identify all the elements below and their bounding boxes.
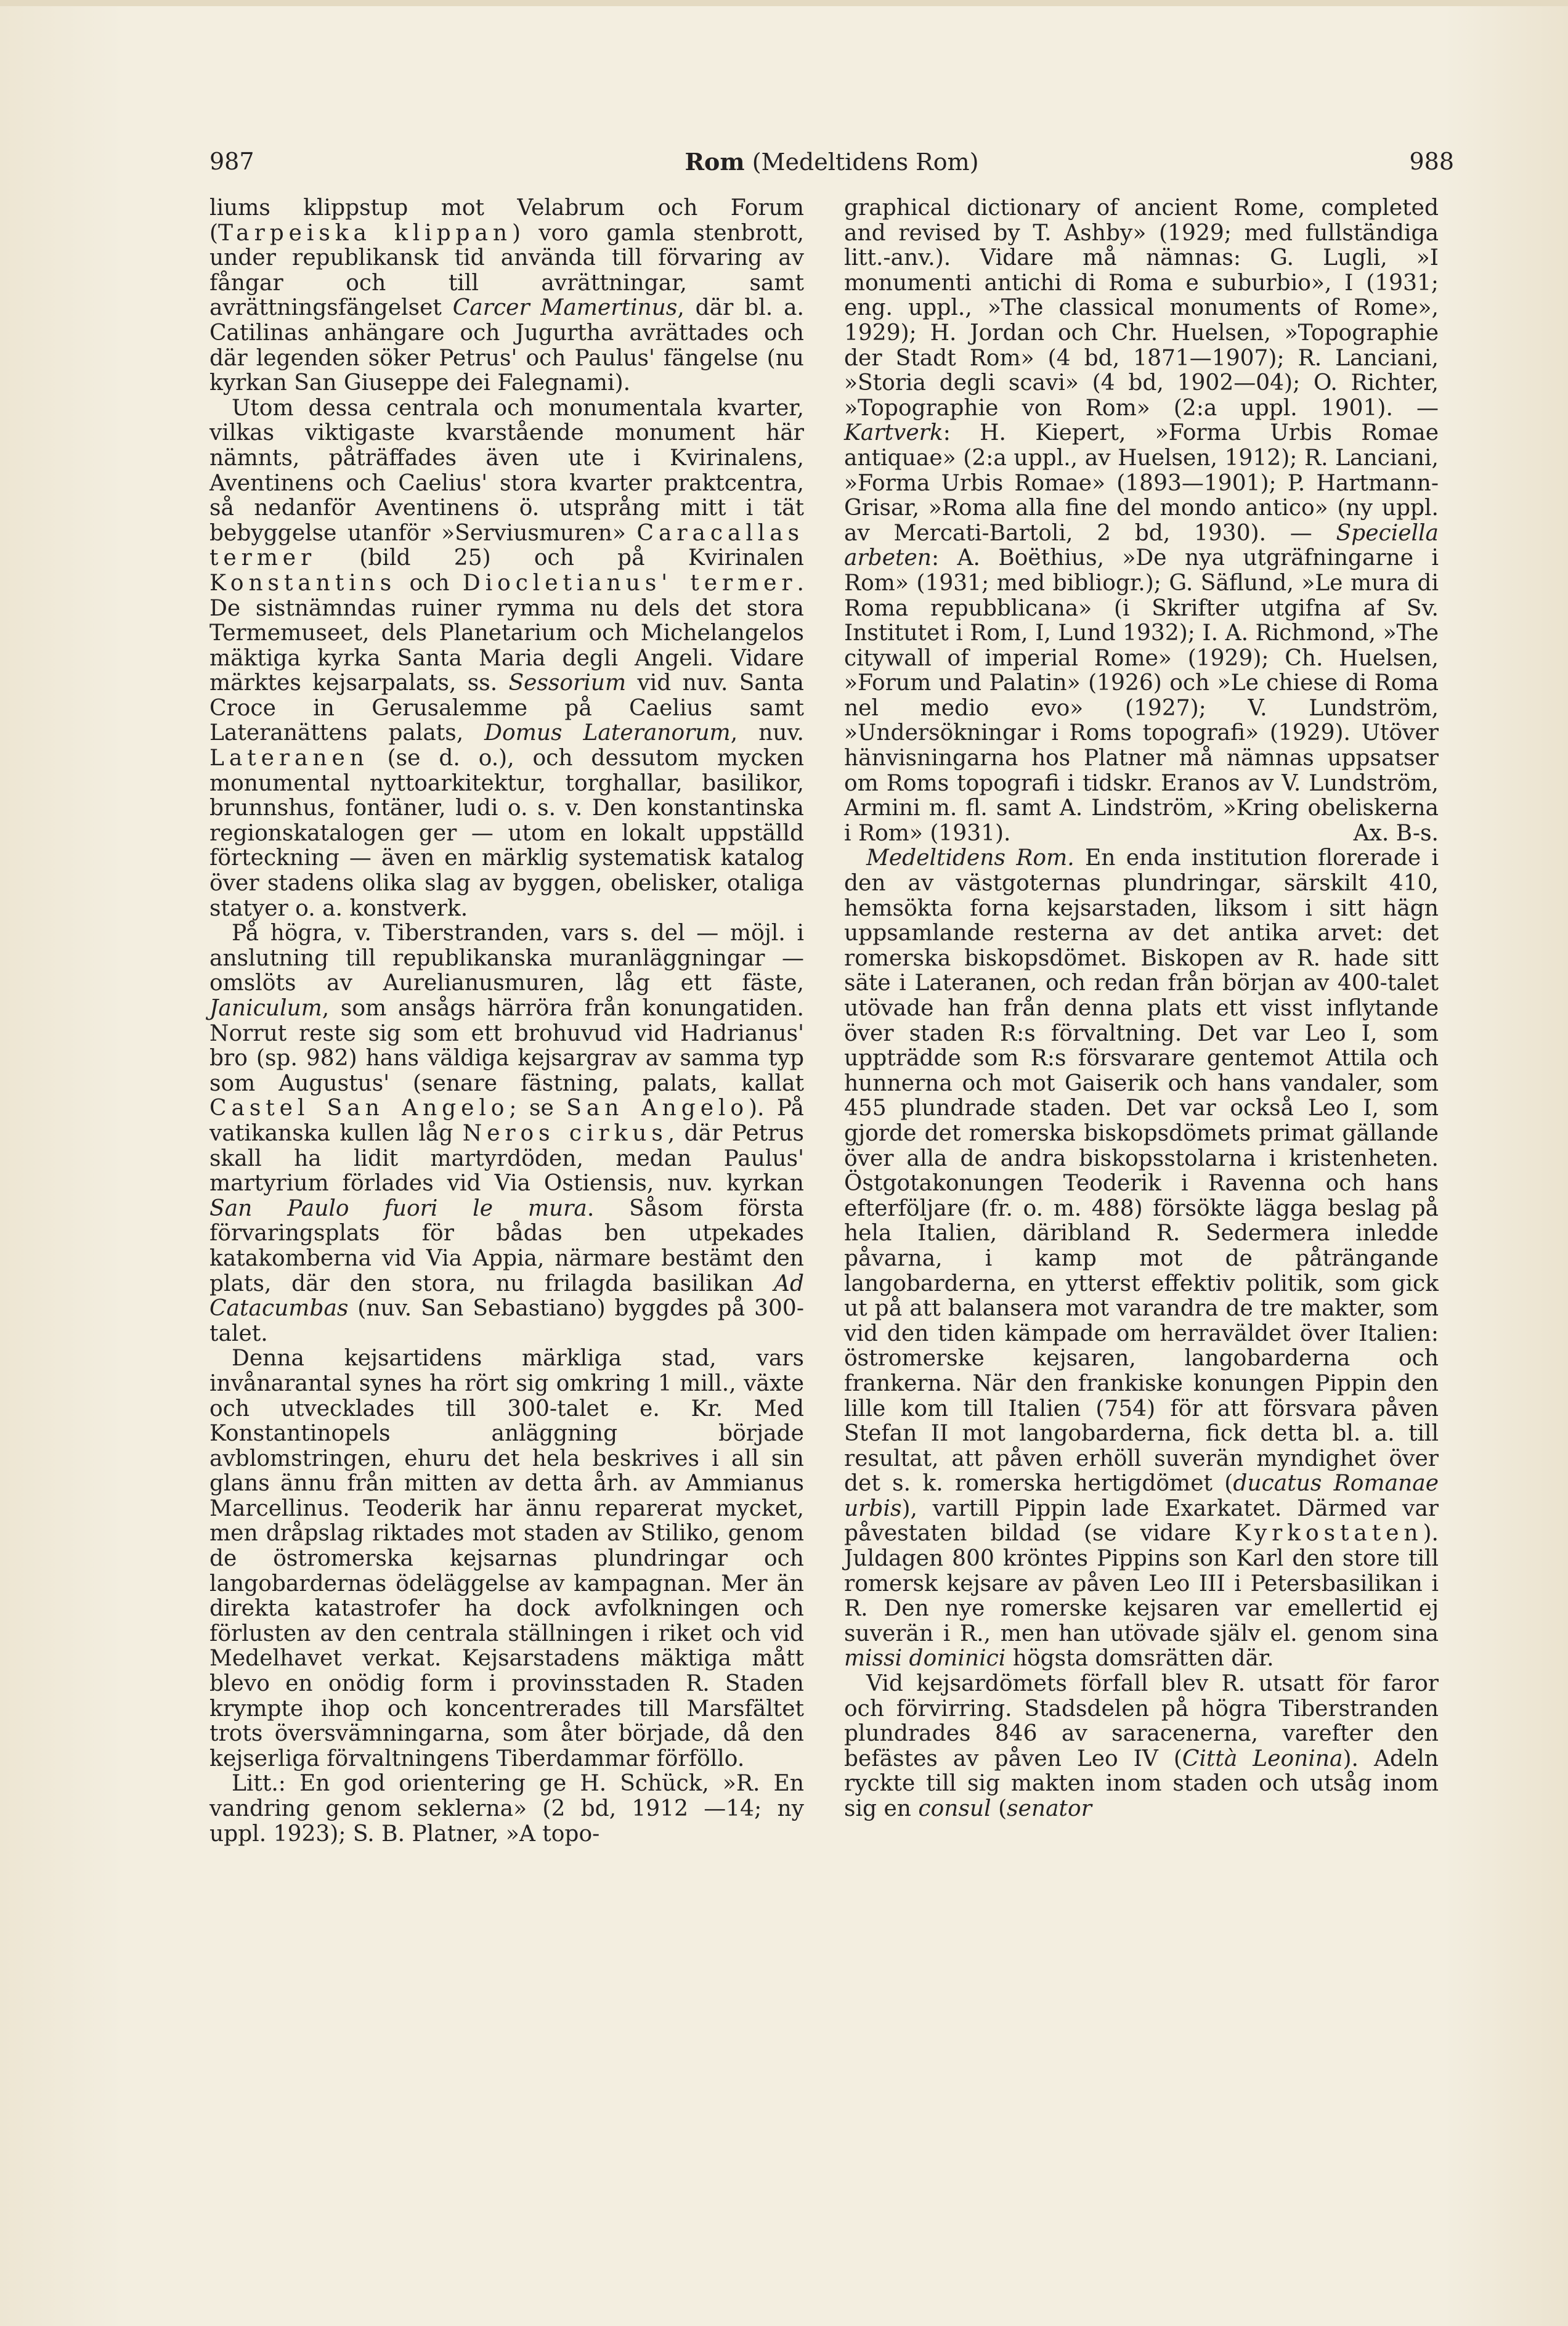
italic-term: ducatus Romanae urbis <box>844 1471 1439 1521</box>
spaced-term: Diocletianus' termer <box>462 570 797 596</box>
text-run: ). Adeln ryckte till sig makten inom staden och utsåg inom sig en <box>844 1746 1439 1821</box>
text-run: (nuv. San Sebastiano) byggdes på 300-talet. <box>209 1296 804 1346</box>
italic-term: Janiculum <box>209 996 322 1021</box>
paragraph-tarpeian-rock <box>209 196 804 396</box>
italic-term: Speciella arbeten <box>844 520 1439 571</box>
running-head-title: Rom <box>684 148 745 176</box>
text-run: , nuv. <box>730 720 804 746</box>
text-run: En enda institution florerade i den av västgoternas plundringar, särskilt 410, hemsökta forna kejsarstaden, liksom i sitt hägn uppsamlande resterna av det antika arvet: det romerska biskopsdömet. Biskopen av R. hade sitt säte i Lateranen, och redan från början av 400-talet utövade han från denna plats ett visst inflytande över staden R:s förvaltning. Det var Leo I, som uppträdde som R:s försvarare gentemot Attila och hunnerna och mot Gaiserik och hans vandaler, som 455 plundrade staden. Det var också Leo I, som gjorde det romerska biskopsdömets primat gällande över alla de andra biskopsstolarna i kristenheten. Östgotakonungen Teoderik i Ravenna och hans efterföljare (fr. o. m. 488) försökte lägga beslag på hela Italien, däribland R. Sedermera inledde påvarna, i kamp mot de påträngande langobarderna, en ytterst effektiv politik, som gick ut på att balansera mot varandra de tre makter, som vid den tiden kämpade om herraväldet över Italien: östromerske kejsaren, langobarderna och frankerna. När den frankiske konungen Pippin den lille kom till Italien (754) för att försvara påven Stefan II mot langobarderna, fick detta bl. a. till resultat, att påven erhöll suverän myndighet över det s. k. romerska hertigdömet ( <box>844 845 1439 1497</box>
spaced-term: Neros cirkus <box>462 1120 668 1146</box>
text-run: vid nuv. Santa Croce in Gerusalemme på Caelius samt Lateranättens palats, <box>209 670 804 746</box>
running-head <box>209 148 1454 176</box>
page-edge <box>0 0 1568 6</box>
paragraph-empire-decline <box>844 1672 1439 1822</box>
text-run: (se d. o.), och dessutom mycken monumental nyttoarkitektur, torghallar, basilikor, brunnshus, fontäner, ludi o. s. v. Den konstantinska regionskatalogen ger — utom en lokalt uppställd förteckning — även en märklig systematisk katalog över stadens olika slag av byggen, obelisker, otaliga statyer o. a. konstverk. <box>209 746 804 921</box>
text-run: : H. Kiepert, »Forma Urbis Romae antiquae» (2:a uppl., av Huelsen, 1912); R. Lanciani, »Forma Urbis Romae» (1893—1901); P. Hartmann-Grisar, »Roma alla fine del mondo antico» (ny uppl. av Mercati-Bartoli, 2 bd, 1930). — <box>844 420 1439 546</box>
text-run: ) voro gamla stenbrott, under republikansk tid använda till förvaring av fångar och till avrättningar, samt avrättningsfängelset <box>209 220 804 321</box>
text-run: högsta domsrätten där. <box>1005 1646 1274 1672</box>
page-number-right: 988 <box>1409 148 1454 175</box>
text-run: , där bl. a. Catilinas anhängare och Jugurtha avrättades och där legenden söker Petrus' och Paulus' fängelse (nu kyrkan San Giuseppe dei Falegnami). <box>209 295 804 396</box>
text-run: Utom dessa centrala och monumentala kvarter, vilkas viktigaste kvarstående monument här nämnts, påträffades även ute i Kvirinalens, Aventinens och Caelius' stora kvarter praktcentra, så nedanför Aventinens ö. utsprång mitt i tät bebyggelse utanför »Serviusmuren» <box>209 395 804 546</box>
italic-term: Domus Lateranorum <box>484 720 731 746</box>
text-run: ). Juldagen 800 kröntes Pippins son Karl den store till romersk kejsare av påven Leo III i Petersbasilikan i R. Den nye romerske kejsaren var emellertid ej suverän i R., men han utövade själv el. genom sina <box>844 1521 1439 1646</box>
paragraph-literature-continued <box>844 196 1439 846</box>
text-run: (bild 25) och på Kvirinalen <box>316 545 804 571</box>
italic-term: San Paulo fuori le mura <box>209 1195 587 1221</box>
page-header <box>209 148 1454 185</box>
italic-term: missi dominici <box>844 1646 1006 1672</box>
running-head-subtitle: (Medeltidens Rom) <box>752 148 979 176</box>
text-run: liums klippstup mot Velabrum och Forum ( <box>209 195 804 246</box>
italic-term: consul <box>918 1796 991 1821</box>
paragraph-literature: Litt.: En god orientering ge H. Schück, »R. En vandring genom seklerna» (2 bd, 1912 —14; ny uppl. 1923); S. B. Platner, »A topo- <box>209 1771 804 1847</box>
author-signature: Ax. B-s. <box>1353 820 1439 846</box>
section-heading: Medeltidens Rom. <box>866 845 1074 871</box>
italic-term: Sessorium <box>508 670 627 696</box>
text-run: : A. Boëthius, »De nya utgräfningarne i Rom» (1931; med bibliogr.); G. Säflund, »Le mura di Roma repubblicana» (i Skrifter utgifna af Sv. Institutet i Rom, I, Lund 1932); I. A. Richmond, »The citywall of imperial Rome» (1929); Ch. Huelsen, »Forum und Palatin» (1926) och »Le chiese di Roma nel medio evo» (1927); V. Lundström, »Undersökningar i Roms topografi» (1929). Utöver hänvisningarna hos Platner må nämnas uppsatser om Roms topografi i tidskr. Eranos av V. Lundström, Armini m. fl. samt A. Lindström, »Kring obeliskerna i Rom» (1931). <box>844 545 1439 846</box>
spaced-term: Lateranen <box>209 746 369 771</box>
spaced-term: Caracallas termer <box>209 520 804 571</box>
text-run: , där Petrus skall ha lidit martyrdöden, medan Paulus' martyrium förlades vid Via Ostiensis, nuv. kyrkan <box>209 1120 804 1197</box>
paragraph-tiber-right-bank <box>209 921 804 1346</box>
italic-term: Kartverk <box>844 420 943 446</box>
text-run: ). På vatikanska kullen låg <box>209 1096 804 1146</box>
paragraph-central-quarters <box>209 396 804 921</box>
text-run: och <box>396 570 463 596</box>
italic-term: Ad Catacumbas <box>209 1271 804 1322</box>
paragraph-medieval-rome <box>844 846 1439 1672</box>
text-run: Vid kejsardömets förfall blev R. utsatt för faror och förvirring. Stadsdelen på högra Tiberstranden plundrades 846 av saracenerna, varefter den befästes av påven Leo IV ( <box>844 1671 1439 1771</box>
italic-term: Città Leonina <box>1182 1746 1343 1771</box>
text-run: ( <box>991 1796 1007 1821</box>
text-run: , som ansågs härröra från konungatiden. Norrut reste sig som ett brohuvud vid Hadrianus' bro (sp. 982) hans väldiga kejsargrav av samma typ som Augustus' (senare fästning, palats, kallat <box>209 996 804 1096</box>
spaced-term: Kyrkostaten <box>1234 1521 1423 1547</box>
right-column <box>844 196 1439 1822</box>
italic-term: Carcer Mamertinus <box>452 295 678 321</box>
spaced-term: Tarpeiska klippan <box>218 220 512 246</box>
text-run: graphical dictionary of ancient Rome, completed and revised by T. Ashby» (1929; med fullständiga litt.-anv.). Vidare må nämnas: G. Lugli, »I monumenti antichi di Roma e suburbio», I (1931; eng. uppl., »The classical monuments of Rome», 1929); H. Jordan och Chr. Huelsen, »Topographie der Stadt Rom» (4 bd, 1871—1907); R. Lanciani, »Storia degli scavi» (4 bd, 1902—04); O. Richter, »Topographie von Rom» (2:a uppl. 1901). — <box>844 195 1439 421</box>
text-run: ), vartill Pippin lade Exarkatet. Därmed var påvestaten bildad (se vidare <box>844 1495 1439 1547</box>
left-column <box>209 196 804 1847</box>
spaced-term: Konstantins <box>209 570 397 596</box>
italic-term: senator <box>1007 1796 1092 1821</box>
text-run: . Såsom första förvaringsplats för bådas ben utpekades katakomberna vid Via Appia, närmare bestämt den plats, där den stora, nu frilagda basilikan <box>209 1195 804 1296</box>
text-run: ; se <box>509 1096 567 1121</box>
page-number-left: 987 <box>209 148 254 175</box>
spaced-term: San Angelo <box>566 1096 749 1121</box>
text-run: På högra, v. Tiberstranden, vars s. del — möjl. i anslutning till republikanska muranläggningar — omslöts av Aurelianusmuren, låg ett fäste, <box>209 921 804 996</box>
paragraph-imperial-city-decline: Denna kejsartidens märkliga stad, vars invånarantal synes ha rört sig omkring 1 mill., växte och utvecklades till 300-talet e. Kr. Med Konstantinopels anläggning började avblomstringen, ehuru det hela beskrives i all sin glans ännu från mitten av detta årh. av Ammianus Marcellinus. Teoderik har ännu reparerat mycket, men dråpslag riktades mot staden av Stiliko, genom de östromerska kejsarnas plundringar och langobardernas ödeläggelse av kampagnan. Mer än direkta katastrofer ha dock avfolkningen och förlusten av den centrala ställningen i riket och vid Medelhavet verkat. Kejsarstadens mäktiga mått blevo en onödig form i provinsstaden R. Staden krympte ihop och koncentrerades till Marsfältet trots översvämningarna, som åter började, då den kejserliga förvaltningens Tiberdammar förföllo. <box>209 1346 804 1771</box>
spaced-term: Castel San Angelo <box>209 1096 510 1121</box>
text-run: . De sistnämndas ruiner rymma nu dels det stora Termemuseet, dels Planetarium och Michelangelos mäktiga kyrka Santa Maria degli Angeli. Vidare märktes kejsarpalats, ss. <box>209 570 804 696</box>
